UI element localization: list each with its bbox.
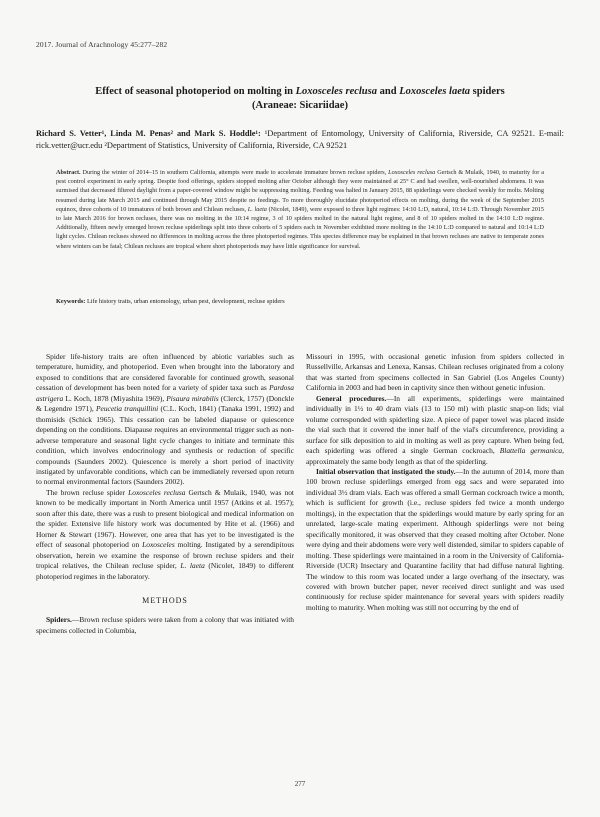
species-name: L. laeta bbox=[180, 561, 205, 571]
keywords-text: Life history traits, urban entomology, urban pest, development, recluse spiders bbox=[85, 298, 285, 305]
body-text: (Clerck, 1757) (Donckle & Legendre 1971), bbox=[36, 393, 294, 414]
genus-name: Loxosceles bbox=[142, 540, 175, 550]
keywords bbox=[56, 297, 544, 306]
body-text: , approximately the same body length as that of the spiderling. bbox=[306, 446, 564, 466]
body-text: Gertsch & Mulaik, 1940, was not known to be medically important in North America until 1957 (Atkins et al. 1957); soon after this date, there was a rush to present biological and medical information on the spider. Extensive life history work was documented by Hite et al. (1966) and Horner & Stewart (1967). However, one area that has yet to be investigated is the effect of seasonal photoperiod on bbox=[36, 487, 294, 550]
title-text-3: spiders bbox=[470, 86, 505, 97]
runin-heading: Initial observation that instigated the study. bbox=[316, 466, 456, 476]
author-affiliations: ¹Department of Entomology, University of California, Riverside, CA 92521. E-mail: rick.vetter@ucr.edu ²Department of Statistics, University of California, Riverside, CA 92521 bbox=[36, 129, 564, 150]
body-text: (C.L. Koch, 1841) (Tanaka 1991, 1992) and thomisids (Schick 1965). This cessation can be labeled diapause or quiescence depending on the conditions. Diapause requires an environmental trigger such as non-adverse temperature and seasonal light cycle changes to initiate and terminate this condition, which involves endocrinology and synthesis or reduction of specific compounds (Saunders 2002). Quiescence is merely a short period of inactivity instigated by unfavorable conditions, which can be immediately reversed upon return to normal environmental factors (Saunders 2002). bbox=[36, 404, 295, 487]
species-name: Loxosceles reclusa bbox=[128, 487, 186, 497]
abstract-label: Abstract. bbox=[56, 169, 81, 176]
abstract-text-1: During the winter of 2014–15 in southern California, attempts were made to accelerate immature brown recluse spiders, bbox=[80, 169, 389, 176]
abstract-text-2: Gertsch & Mulaik, 1940, to maturity for a pest control experiment in early spring. Despite food offerings, spiders stopped molting after October although they were maintained at 25° C and had swollen, well-nourished abdomens. It was surmised that decreased filtered daylight from a paper-covered window might be suppressing molting. Feeding was halted in January 2015, 88 spiderlings were checked weekly for molts. Molting resumed during late March 2015 and continued through May 2015 despite no feedings. To more thoroughly elucidate photoperiod effects on molting, during the week of the September 2015 equinox, three cohorts of 10 immatures of both brown and Chilean recluses, bbox=[56, 169, 544, 213]
right-column bbox=[306, 352, 564, 613]
body-text: —In the autumn of 2014, more than 100 brown recluse spiderlings emerged from egg sacs and were separated into individual 3½ dram vials. Each was offered a small German cockroach twice a month, which is sufficient for growth (i.e., recluse spiders fed twice a month undergo moltings), in the expectation that the spiderlings would mature by early spring for an unrelated, large-scale mating experiment. Although spiderlings were not being specifically monitored, it was observed that they ceased molting after October. None were dying and their abdomens were very well distended, similar to spiders capable of molting. These spiderlings were maintained in a room in the University of California-Riverside (UCR) Insectary and Quarantine facility that had diffuse natural lighting. The window to this room was located under a large overhang of the insectary, was covered with brown butcher paper, never received direct sunlight and was used continuously for recluse spider maintenance for several years with spiders readily molting to maturity. When molting was still not occurring by the end of bbox=[306, 466, 565, 612]
spiders-paragraph-continued: Missouri in 1995, with occasional genetic infusion from spiders collected in Russellville, Arkansas and Lenexa, Kansas. Chilean recluses originated from a colony that was started from specimens collected in San Gabriel (Los Angeles County) California in 2003 and had been in captivity since then without genetic infusion. bbox=[306, 352, 564, 393]
body-text: —In all experiments, spiderlings were maintained individually in 1½ to 40 dram vials (13 to 150 ml) with plastic snap-on lids; vial volume corresponded with spiderling size. A piece of paper towel was placed inside the vial such that it covered the inner half of the vial's circumference, providing a surface for silk deposition to aid in molting as well as prey capture. When being fed, each spiderling was offered a single German cockroach, bbox=[306, 393, 564, 456]
initial-observation-paragraph bbox=[306, 467, 564, 613]
abstract-species-1: Loxosceles reclusa bbox=[388, 169, 436, 176]
title-species-1: Loxosceles reclusa bbox=[295, 86, 377, 97]
species-name: Blattella germanica bbox=[499, 446, 563, 456]
journal-citation: 2017. Journal of Arachnology 45:277–282 bbox=[36, 40, 168, 49]
species-name: Pisaura mirabilis bbox=[166, 393, 219, 403]
species-name: Pardosa astrigera bbox=[36, 383, 294, 403]
body-text: molting. Instigated by a serendipitous observation, herein we examine the response of brown recluse spiders and their tropical relatives, the Chilean recluse spider, bbox=[36, 540, 294, 571]
keywords-label: Keywords: bbox=[56, 298, 86, 305]
body-text: (Nicolet, 1849) to different photoperiod regimes in the laboratory. bbox=[36, 561, 294, 581]
runin-heading: Spiders. bbox=[46, 615, 72, 625]
intro-paragraph-1 bbox=[36, 352, 294, 488]
species-name: Peucetia tranquillini bbox=[95, 404, 159, 414]
left-column bbox=[36, 352, 294, 636]
methods-heading: METHODS bbox=[142, 595, 188, 605]
article-title bbox=[40, 85, 560, 113]
body-text: Spider life-history traits are often influenced by abiotic variables such as temperature, humidity, and photoperiod. Even when brought into the laboratory and exposed to conditions that are considered favorable for continued growth, seasonal cessation of development has been noted for a variety of spider taxa such as bbox=[36, 352, 294, 393]
page-number: 277 bbox=[294, 780, 306, 788]
title-species-2: Loxosceles laeta bbox=[399, 86, 471, 97]
title-family: (Araneae: Sicariidae) bbox=[252, 100, 348, 111]
general-procedures-paragraph bbox=[306, 394, 564, 467]
abstract-text-3: (Nicolet, 1849), were exposed to three light regimes: 14:10 L:D, natural, 10:14 L:D. Through November 2015 to late March 2016 for brown recluses, there was no molting in the 10:14 regime, 3 of 10 spiders molted in the natural light regime, and 8 of 10 spiders molted in the 14:10 L:D regime. Additionally, fifteen newly emerged brown recluse spiderlings split into three cohorts of 5 spiders each in November exhibited more molting in the 14:10 L:D compared to natural and 10:14 L:D light cycles. Chilean recluses showed no differences in molting across the three photoperiod regimes. This species difference may be explained in that brown recluses are native to temperate zones where winters can be fatal; Chilean recluses are tropical where short photoperiods may have little significance for survival. bbox=[56, 205, 544, 250]
abstract-species-2: L. laeta bbox=[247, 205, 267, 213]
title-text-2: and bbox=[377, 86, 400, 97]
spiders-paragraph bbox=[36, 615, 294, 636]
runin-heading: General procedures. bbox=[316, 393, 387, 403]
body-text: —Brown recluse spiders were taken from a colony that was initiated with specimens collected in Columbia, bbox=[36, 615, 294, 635]
abstract bbox=[56, 168, 544, 251]
author-names: Richard S. Vetter¹, Linda M. Penas² and Mark S. Hoddle¹: bbox=[36, 129, 261, 138]
body-text: L. Koch, 1878 (Miyashita 1969), bbox=[63, 393, 167, 403]
intro-paragraph-2 bbox=[36, 488, 294, 582]
title-text: Effect of seasonal photoperiod on molting in bbox=[95, 86, 296, 97]
body-text: The brown recluse spider bbox=[46, 487, 129, 497]
author-block bbox=[36, 128, 564, 152]
